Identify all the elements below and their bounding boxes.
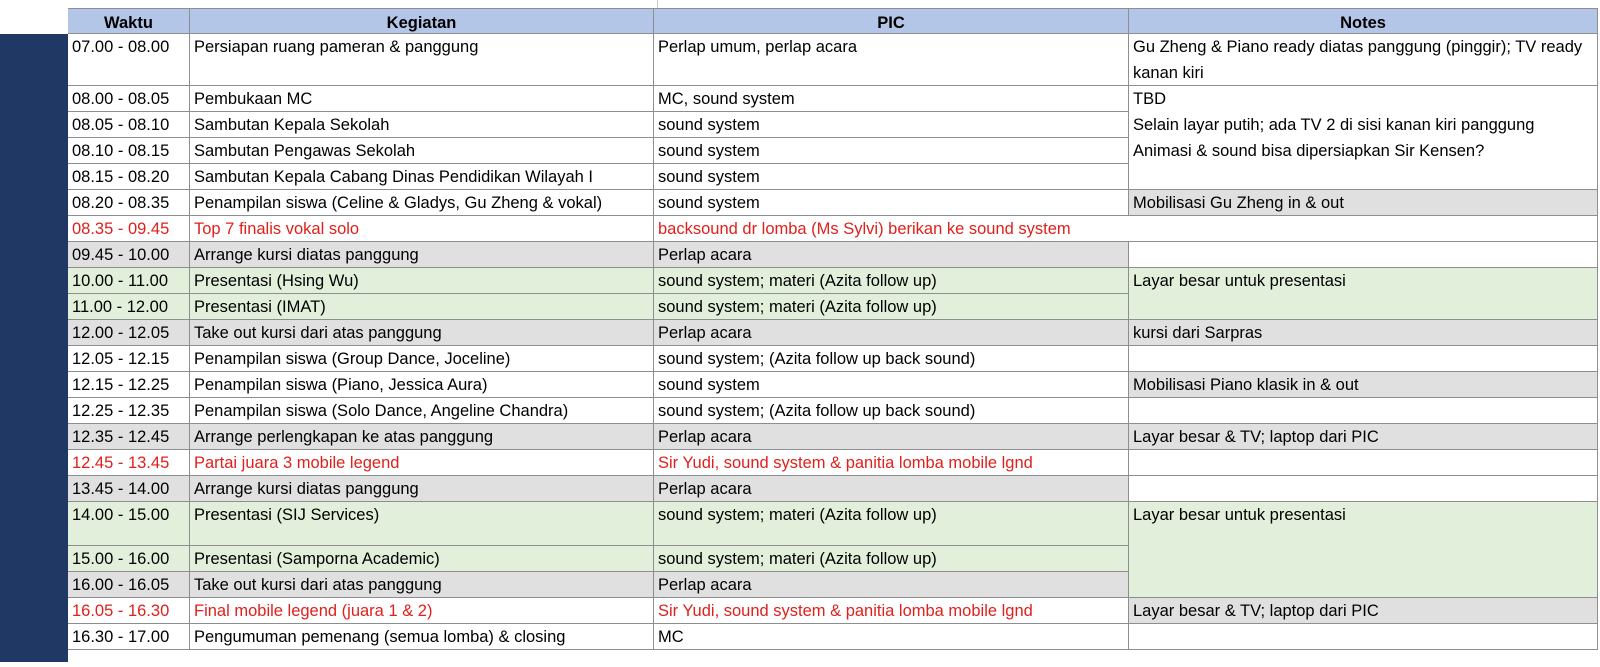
pic-cell[interactable]: sound system; (Azita follow up back sound) <box>654 398 1129 424</box>
time-cell[interactable]: 07.00 - 08.00 <box>68 34 190 86</box>
pic-cell[interactable]: sound system; materi (Azita follow up) <box>654 546 1129 572</box>
kegiatan-cell[interactable]: Sambutan Kepala Sekolah <box>190 112 654 138</box>
kegiatan-cell[interactable]: Top 7 finalis vokal solo <box>190 216 654 242</box>
notes-cell[interactable]: Layar besar & TV; laptop dari PIC <box>1129 598 1598 624</box>
kegiatan-cell[interactable]: Penampilan siswa (Piano, Jessica Aura) <box>190 372 654 398</box>
time-cell[interactable]: 12.45 - 13.45 <box>68 450 190 476</box>
pic-cell[interactable]: Perlap acara <box>654 476 1129 502</box>
time-cell[interactable]: 12.35 - 12.45 <box>68 424 190 450</box>
column-divider <box>657 0 658 8</box>
pic-cell[interactable]: sound system <box>654 164 1129 190</box>
corner-cell[interactable] <box>0 0 68 34</box>
notes-cell[interactable] <box>1129 346 1598 372</box>
notes-cell[interactable]: kursi dari Sarpras <box>1129 320 1598 346</box>
pic-cell[interactable]: sound system <box>654 112 1129 138</box>
kegiatan-cell[interactable]: Penampilan siswa (Celine & Gladys, Gu Zheng & vokal) <box>190 190 654 216</box>
kegiatan-cell[interactable]: Partai juara 3 mobile legend <box>190 450 654 476</box>
pic-cell[interactable]: Perlap acara <box>654 242 1129 268</box>
kegiatan-cell[interactable]: Persiapan ruang pameran & panggung <box>190 34 654 86</box>
time-cell[interactable]: 08.10 - 08.15 <box>68 138 190 164</box>
notes-cell[interactable]: Layar besar & TV; laptop dari PIC <box>1129 424 1598 450</box>
notes-cell[interactable]: TBD <box>1129 86 1598 112</box>
notes-cell[interactable] <box>1129 546 1598 572</box>
time-cell[interactable]: 12.00 - 12.05 <box>68 320 190 346</box>
notes-cell[interactable] <box>1129 294 1598 320</box>
time-cell[interactable]: 14.00 - 15.00 <box>68 502 190 546</box>
pic-cell[interactable]: Perlap acara <box>654 424 1129 450</box>
notes-cell[interactable] <box>1129 450 1598 476</box>
pic-cell[interactable]: Perlap acara <box>654 320 1129 346</box>
kegiatan-cell[interactable]: Presentasi (Hsing Wu) <box>190 268 654 294</box>
time-cell[interactable]: 16.00 - 16.05 <box>68 572 190 598</box>
time-cell[interactable]: 16.30 - 17.00 <box>68 624 190 650</box>
pic-cell[interactable]: Sir Yudi, sound system & panitia lomba mobile lgnd <box>654 450 1129 476</box>
notes-cell[interactable] <box>1129 572 1598 598</box>
kegiatan-cell[interactable]: Pembukaan MC <box>190 86 654 112</box>
time-cell[interactable]: 12.05 - 12.15 <box>68 346 190 372</box>
pic-cell[interactable]: Sir Yudi, sound system & panitia lomba mobile lgnd <box>654 598 1129 624</box>
pic-cell[interactable]: Perlap umum, perlap acara <box>654 34 1129 86</box>
pic-cell[interactable]: sound system; materi (Azita follow up) <box>654 268 1129 294</box>
kegiatan-cell[interactable]: Sambutan Kepala Cabang Dinas Pendidikan Wilayah I <box>190 164 654 190</box>
kegiatan-cell[interactable]: Take out kursi dari atas panggung <box>190 320 654 346</box>
kegiatan-cell[interactable]: Sambutan Pengawas Sekolah <box>190 138 654 164</box>
pic-cell[interactable]: sound system <box>654 190 1129 216</box>
pic-cell[interactable]: sound system <box>654 372 1129 398</box>
pic-cell[interactable]: Perlap acara <box>654 572 1129 598</box>
kegiatan-cell[interactable]: Presentasi (IMAT) <box>190 294 654 320</box>
kegiatan-cell[interactable]: Final mobile legend (juara 1 & 2) <box>190 598 654 624</box>
kegiatan-cell[interactable]: Pengumuman pemenang (semua lomba) & closing <box>190 624 654 650</box>
time-cell[interactable]: 08.35 - 09.45 <box>68 216 190 242</box>
kegiatan-cell[interactable]: Presentasi (SIJ Services) <box>190 502 654 546</box>
pic-cell[interactable]: sound system; (Azita follow up back sound) <box>654 346 1129 372</box>
time-cell[interactable]: 16.05 - 16.30 <box>68 598 190 624</box>
time-cell[interactable]: 13.45 - 14.00 <box>68 476 190 502</box>
notes-cell[interactable] <box>1129 242 1598 268</box>
header-notes[interactable]: Notes <box>1129 8 1598 34</box>
time-cell[interactable]: 09.45 - 10.00 <box>68 242 190 268</box>
pic-cell[interactable]: MC, sound system <box>654 86 1129 112</box>
time-cell[interactable]: 10.00 - 11.00 <box>68 268 190 294</box>
time-cell[interactable]: 12.15 - 12.25 <box>68 372 190 398</box>
notes-cell[interactable]: Mobilisasi Piano klasik in & out <box>1129 372 1598 398</box>
time-cell[interactable]: 15.00 - 16.00 <box>68 546 190 572</box>
time-cell[interactable]: 08.00 - 08.05 <box>68 86 190 112</box>
pic-cell[interactable]: sound system; materi (Azita follow up) <box>654 502 1129 546</box>
kegiatan-cell[interactable]: Penampilan siswa (Solo Dance, Angeline Chandra) <box>190 398 654 424</box>
notes-cell[interactable]: Layar besar untuk presentasi <box>1129 502 1598 546</box>
pic-cell[interactable]: sound system <box>654 138 1129 164</box>
kegiatan-cell[interactable]: Arrange kursi diatas panggung <box>190 242 654 268</box>
notes-cell[interactable]: Mobilisasi Gu Zheng in & out <box>1129 190 1598 216</box>
kegiatan-cell[interactable]: Penampilan siswa (Group Dance, Joceline) <box>190 346 654 372</box>
notes-cell[interactable]: Gu Zheng & Piano ready diatas panggung (pinggir); TV ready kanan kiri <box>1129 34 1598 86</box>
frozen-column-strip <box>0 34 68 662</box>
kegiatan-cell[interactable]: Presentasi (Samporna Academic) <box>190 546 654 572</box>
notes-cell[interactable]: Selain layar putih; ada TV 2 di sisi kanan kiri panggung <box>1129 112 1598 138</box>
notes-cell[interactable]: Animasi & sound bisa dipersiapkan Sir Kensen? <box>1129 138 1598 164</box>
kegiatan-cell[interactable]: Take out kursi dari atas panggung <box>190 572 654 598</box>
notes-cell[interactable] <box>1129 216 1598 242</box>
header-pic[interactable]: PIC <box>654 8 1129 34</box>
kegiatan-cell[interactable]: Arrange kursi diatas panggung <box>190 476 654 502</box>
notes-cell[interactable] <box>1129 164 1598 190</box>
header-kegiatan[interactable]: Kegiatan <box>190 8 654 34</box>
time-cell[interactable]: 08.20 - 08.35 <box>68 190 190 216</box>
pic-cell[interactable]: backsound dr lomba (Ms Sylvi) berikan ke sound system <box>654 216 1129 242</box>
header-waktu[interactable]: Waktu <box>68 8 190 34</box>
notes-cell[interactable] <box>1129 476 1598 502</box>
kegiatan-cell[interactable]: Arrange perlengkapan ke atas panggung <box>190 424 654 450</box>
notes-cell[interactable] <box>1129 398 1598 424</box>
time-cell[interactable]: 08.15 - 08.20 <box>68 164 190 190</box>
time-cell[interactable]: 12.25 - 12.35 <box>68 398 190 424</box>
pic-cell[interactable]: MC <box>654 624 1129 650</box>
time-cell[interactable]: 11.00 - 12.00 <box>68 294 190 320</box>
pic-cell[interactable]: sound system; materi (Azita follow up) <box>654 294 1129 320</box>
notes-cell[interactable]: Layar besar untuk presentasi <box>1129 268 1598 294</box>
notes-cell[interactable] <box>1129 624 1598 650</box>
time-cell[interactable]: 08.05 - 08.10 <box>68 112 190 138</box>
